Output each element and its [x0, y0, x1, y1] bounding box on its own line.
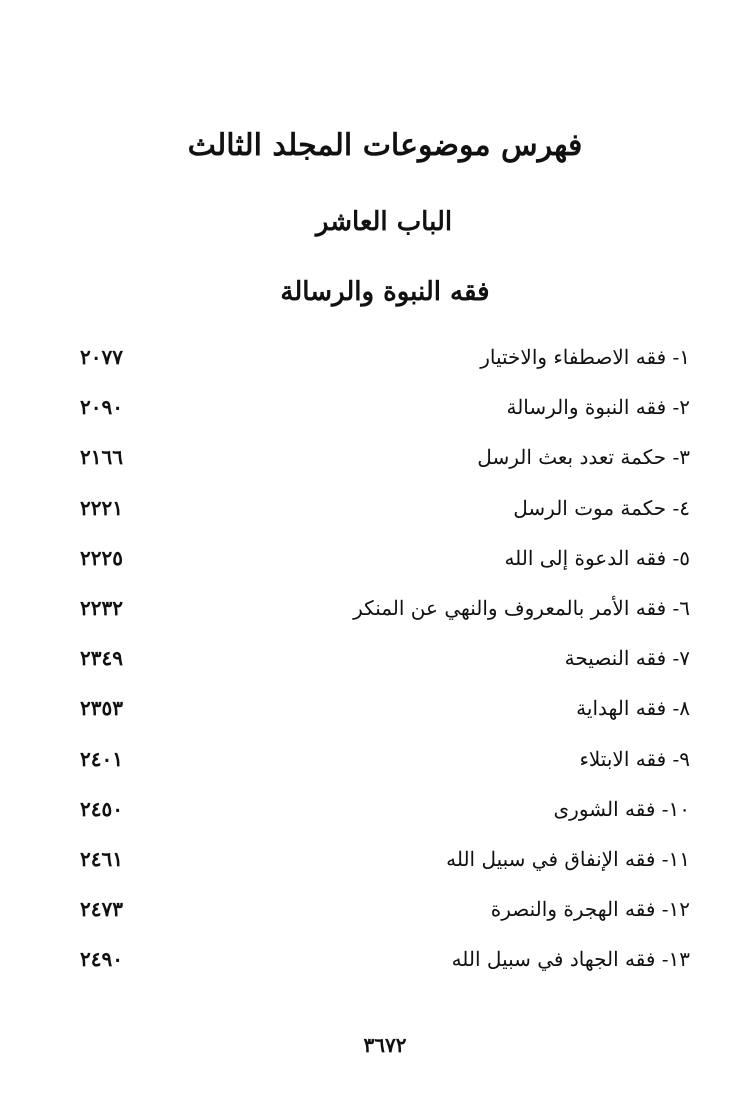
toc-entry-page: ٢٤٩٠: [80, 947, 123, 972]
toc-entry-page: ٢٤٥٠: [80, 796, 123, 821]
toc-entry-title: ٣- حكمة تعدد بعث الرسل: [477, 445, 690, 470]
toc-entry: [80, 533, 690, 583]
toc-entry-title: ١١- فقه الإنفاق في سبيل الله: [446, 846, 690, 871]
toc-entry: [80, 332, 690, 382]
toc-entry-title: ٩- فقه الابتلاء: [579, 746, 690, 771]
toc-entry-title: ١٠- فقه الشورى: [553, 796, 690, 821]
toc-entry-title: ١- فقه الاصطفاء والاختيار: [480, 345, 690, 370]
toc-entry-page: ٢٣٥٣: [80, 696, 123, 721]
toc-entry: [80, 483, 690, 533]
toc-entry-title: ٤- حكمة موت الرسل: [513, 495, 690, 520]
toc-entry: [80, 683, 690, 733]
toc-entry-title: ٢- فقه النبوة والرسالة: [506, 395, 690, 420]
toc-entry-page: ٢٢٣٢: [80, 596, 123, 621]
toc-entry-page: ٢٤٠١: [80, 746, 123, 771]
toc-entry-page: ٢٣٤٩: [80, 646, 123, 671]
toc-entry-page: ٢٢٢١: [80, 495, 123, 520]
toc-entry-page: ٢٠٩٠: [80, 395, 123, 420]
page-title: فهرس موضوعات المجلد الثالث: [187, 128, 583, 163]
toc-entry: [80, 784, 690, 834]
toc-entry: [80, 432, 690, 482]
toc-entry-page: ٢٤٧٣: [80, 897, 123, 922]
toc-entry: [80, 834, 690, 884]
toc-entry-page: ٢٢٢٥: [80, 545, 123, 570]
toc-entry: [80, 633, 690, 683]
chapter-name: فقه النبوة والرسالة: [280, 277, 490, 307]
toc-entry-page: ٢٠٧٧: [80, 345, 123, 370]
page-number: ٣٦٧٢: [363, 1033, 407, 1057]
toc-list: [80, 332, 690, 984]
toc-entry: [80, 583, 690, 633]
toc-entry-title: ٨- فقه الهداية: [576, 696, 690, 721]
chapter-number: الباب العاشر: [315, 207, 453, 237]
toc-entry-title: ٧- فقه النصيحة: [564, 646, 690, 671]
toc-entry-title: ٥- فقه الدعوة إلى الله: [504, 545, 690, 570]
toc-entry: [80, 934, 690, 984]
toc-entry-page: ٢٤٦١: [80, 846, 123, 871]
toc-entry: [80, 734, 690, 784]
toc-entry-title: ٦- فقه الأمر بالمعروف والنهي عن المنكر: [353, 596, 690, 621]
toc-entry-title: ١٢- فقه الهجرة والنصرة: [490, 897, 690, 922]
toc-entry-title: ١٣- فقه الجهاد في سبيل الله: [451, 947, 690, 972]
toc-entry: [80, 382, 690, 432]
toc-entry-page: ٢١٦٦: [80, 445, 123, 470]
toc-entry: [80, 884, 690, 934]
